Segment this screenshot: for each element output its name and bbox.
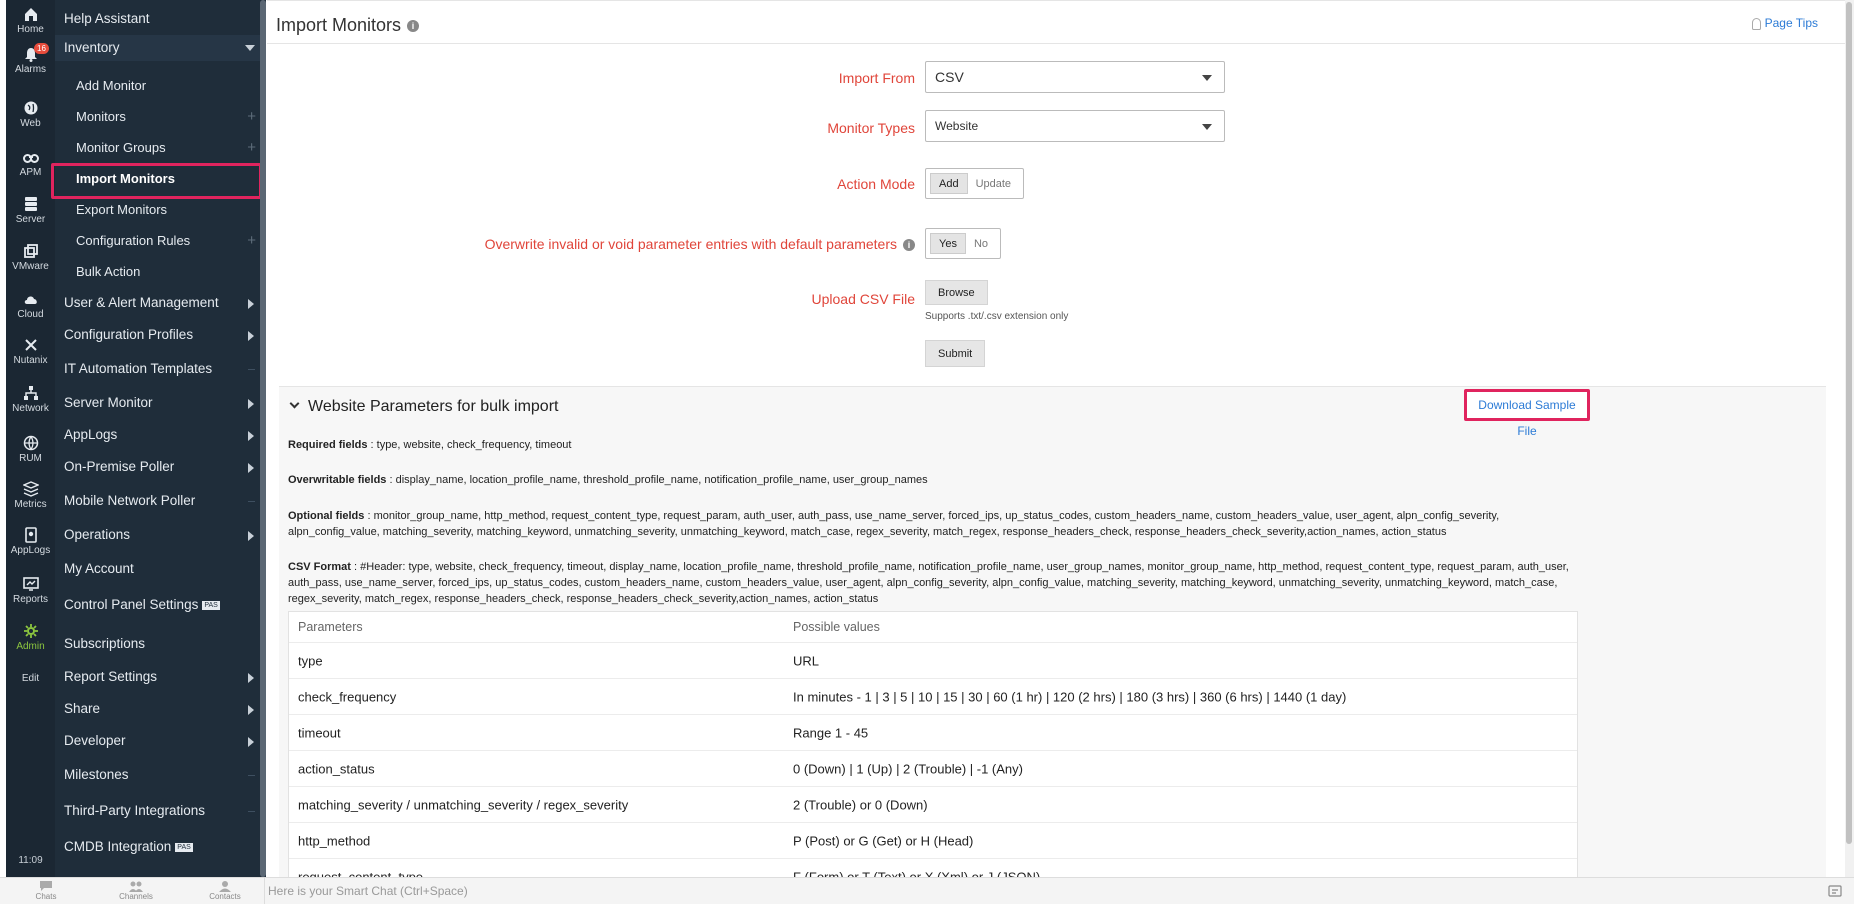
contact-icon [218,880,232,892]
menu-export-monitors[interactable]: Export Monitors [76,202,168,217]
cloud-icon [23,291,39,307]
table-row [289,787,1577,823]
page-title [276,15,419,36]
required-fields [288,437,1584,453]
rail-label-cloud: Cloud [17,309,44,320]
vmware-icon [23,243,39,259]
plus-icon[interactable]: + [247,231,256,249]
overwrite-yes[interactable]: Yes [930,233,966,254]
parameters-table [288,611,1578,896]
globe-icon [23,100,39,116]
rail-rum[interactable] [6,435,55,464]
menu-configuration-rules[interactable]: Configuration Rules + [76,231,256,249]
table-header [289,612,1577,643]
pas-tag: PAS [204,601,218,609]
page-scroll-thumb[interactable] [1846,2,1852,844]
action-mode-update[interactable]: Update [975,178,1012,190]
menu-it-automation-templates[interactable]: IT Automation Templates [55,361,265,379]
csv-format-value: : #Header: type, website, check_frequency, timeout, display_name, location_profile_name, threshold_profile_name, notification_profile_name, user_group_names, monitor_group_name, http_method, request_content_type, request_param, auth_user, auth_pass, use_name_server, forced_ips, up_status_codes, custom_headers_name, custom_headers_value, user_agent, alpn_config_severity, alpn_config_value, matching_severity, matching_keyword, unmatching_severity, unmatching_keyword, match_case, regex_severity, match_regex, response_headers_check, response_headers_check_severity,action_names, action_status [288,561,1569,605]
required-fields-key: Required fields [288,439,368,451]
menu-share[interactable]: Share [55,701,265,719]
monitor-types-select[interactable] [925,110,1225,142]
icon-rail [6,0,55,877]
chat-settings-icon[interactable] [1828,884,1842,898]
page-tips-label: Page Tips [1764,16,1818,30]
panel-title[interactable] [291,398,558,416]
chats-button[interactable] [16,880,76,901]
collapsed-marker [248,369,255,370]
info-icon[interactable]: i [903,239,915,251]
overwritable-fields [288,472,1584,488]
channels-label: Channels [119,892,153,901]
applogs-icon [23,527,39,543]
submit-button[interactable]: Submit [925,340,985,367]
rail-metrics[interactable] [6,481,55,510]
import-from-label: Import From [838,70,915,86]
rail-label-web: Web [20,118,41,129]
menu-monitor-groups[interactable]: Monitor Groups + [76,138,256,156]
param-values: In minutes - 1 | 3 | 5 | 10 | 15 | 30 | 60 (1 hr) | 120 (2 hrs) | 180 (3 hrs) | 360 (6 hrs) | 1440 (1 day) [793,689,1347,704]
overwrite-label [485,236,915,252]
menu-monitors[interactable]: Monitors + [76,107,256,125]
menu-import-monitors[interactable]: Import Monitors [76,171,175,186]
menu-help-assistant[interactable]: Help Assistant [64,11,150,26]
action-mode-toggle [925,168,1024,199]
bottom-separator [264,878,265,904]
binoculars-icon [23,149,39,165]
chevron-right-icon [248,463,254,473]
menu-subscriptions[interactable]: Subscriptions [64,636,146,651]
rail-label-alarms: Alarms [14,64,47,75]
monitor-types-label: Monitor Types [827,120,915,136]
plus-icon[interactable]: + [247,107,256,125]
rum-globe-icon [23,435,39,451]
info-icon[interactable]: i [407,20,419,32]
chevron-right-icon [248,673,254,683]
rail-network[interactable] [6,385,55,414]
menu-configuration-profiles[interactable]: Configuration Profiles [55,327,265,345]
chevron-right-icon [248,299,254,309]
side-menu [55,0,265,877]
optional-fields-key: Optional fields [288,510,365,522]
menu-scroll-thumb[interactable] [260,0,266,877]
rail-label-vmware: VMware [12,261,49,272]
menu-bulk-action[interactable]: Bulk Action [76,264,141,279]
rail-label-nutanix: Nutanix [13,355,48,366]
page-header [267,0,1845,44]
rail-applogs[interactable] [6,527,55,556]
import-from-select[interactable] [925,61,1225,93]
header-parameters: Parameters [298,620,363,634]
rail-web[interactable] [6,100,55,129]
smart-chat-input[interactable]: Here is your Smart Chat (Ctrl+Space) [268,884,468,898]
clock-time: 11:09 [18,855,43,866]
monitor-types-value: Website [935,119,979,133]
chats-label: Chats [35,892,57,901]
action-mode-label: Action Mode [837,176,915,192]
table-row [289,679,1577,715]
param-values: Range 1 - 45 [793,725,869,740]
menu-milestones[interactable]: Milestones [55,767,265,785]
page-title-text: Import Monitors [276,15,402,35]
gear-icon [23,623,39,639]
server-icon [23,196,39,212]
optional-fields [288,508,1584,540]
param-name: type [298,653,323,668]
menu-cmdb-integration[interactable]: CMDB Integration PAS [64,839,191,854]
lightbulb-icon [1752,18,1761,30]
menu-applogs[interactable]: AppLogs [55,427,265,445]
import-monitors-highlight [51,163,262,199]
rail-label-admin: Admin [16,641,45,652]
menu-inventory[interactable]: Inventory [55,35,265,61]
rail-vmware[interactable] [6,243,55,272]
menu-report-settings[interactable]: Report Settings [55,669,265,687]
contacts-button[interactable] [195,880,255,901]
menu-third-party-integrations[interactable]: Third-Party Integrations [55,803,265,821]
chevron-right-icon [248,331,254,341]
rail-label-server: Server [15,214,46,225]
parameters-panel [279,386,1826,877]
param-values: URL [793,653,820,668]
rail-label-apm: APM [19,167,42,178]
rail-label-metrics: Metrics [14,499,47,510]
main-content [267,0,1845,877]
channels-icon [129,880,143,892]
param-name: matching_severity / unmatching_severity / regex_severity [298,797,629,812]
caret-down-icon [1202,124,1212,130]
chevron-right-icon [248,531,254,541]
chevron-down-icon [290,399,300,409]
optional-fields-value: : monitor_group_name, http_method, request_content_type, request_param, auth_user, auth_pass, use_name_server, forced_ips, up_status_codes, custom_headers_name, custom_headers_value, user_agent, alpn_config_severity, alpn_config_value, matching_severity, matching_keyword, unmatching_severity, unmatching_keyword, match_case, regex_severity, match_regex, response_headers_check, response_headers_check_severity,action_names, action_status [288,510,1500,538]
nutanix-icon [23,337,39,353]
param-name: check_frequency [298,689,397,704]
param-name: action_status [298,761,375,776]
rail-nutanix[interactable] [6,337,55,366]
table-row [289,751,1577,787]
menu-my-account[interactable]: My Account [64,561,134,576]
table-row [289,715,1577,751]
rail-cloud[interactable] [6,291,55,320]
required-fields-value: : type, website, check_frequency, timeout [367,439,572,451]
rail-label-reports: Reports [12,594,48,605]
csv-format-key: CSV Format [288,561,351,573]
overwrite-label-text: Overwrite invalid or void parameter entries with default parameters [484,236,897,252]
contacts-label: Contacts [209,892,241,901]
page-tips-link[interactable] [1752,16,1818,30]
network-icon [23,385,39,401]
rail-label-network: Network [12,403,49,414]
upload-csv-label: Upload CSV File [811,291,915,307]
overwrite-no[interactable]: No [973,238,989,250]
param-values: P (Post) or G (Get) or H (Head) [793,833,974,848]
collapsed-marker [248,811,255,812]
chevron-right-icon [248,399,254,409]
header-possible-values: Possible values [793,620,880,634]
param-name: http_method [298,833,371,848]
action-mode-add[interactable]: Add [930,173,968,194]
panel-title-text: Website Parameters for bulk import [308,398,559,415]
menu-developer[interactable]: Developer [55,733,265,751]
rail-admin[interactable] [6,623,55,652]
menu-mobile-network-poller[interactable]: Mobile Network Poller [55,493,265,511]
menu-control-panel-settings[interactable]: Control Panel Settings PAS [64,597,218,612]
download-sample-file-link[interactable]: Download Sample File [1464,389,1590,421]
param-values: 0 (Down) | 1 (Up) | 2 (Trouble) | -1 (Any) [793,761,1023,776]
page-scrollbar[interactable] [1845,0,1854,877]
rail-label-edit: Edit [21,673,40,684]
csv-format [288,559,1584,607]
rail-alarms[interactable] [6,46,55,75]
rail-server[interactable] [6,196,55,225]
menu-user-alert-management[interactable]: User & Alert Management [55,295,265,313]
menu-server-monitor[interactable]: Server Monitor [55,395,265,413]
browse-button[interactable]: Browse [925,280,988,305]
rail-label-applogs: AppLogs [10,545,51,556]
overwritable-fields-key: Overwritable fields [288,474,387,486]
param-name: timeout [298,725,341,740]
bottom-chat-bar [0,877,1854,904]
pas-tag: PAS [177,843,191,851]
alarms-badge: 16 [34,43,49,54]
rail-edit[interactable] [6,673,55,684]
home-icon [23,6,39,22]
chevron-right-icon [248,431,254,441]
overwrite-toggle [925,228,1001,259]
table-row [289,643,1577,679]
overwritable-fields-value: : display_name, location_profile_name, threshold_profile_name, notification_profile_name, user_group_names [386,474,928,486]
rail-label-home: Home [17,24,44,35]
collapsed-marker [248,775,255,776]
rail-apm[interactable] [6,149,55,178]
menu-scrollbar[interactable] [260,0,266,877]
param-values: 2 (Trouble) or 0 (Down) [793,797,928,812]
caret-down-icon [1202,75,1212,81]
file-extension-hint: Supports .txt/.csv extension only [925,311,1069,322]
reports-icon [23,576,39,592]
metrics-icon [23,481,39,497]
rail-reports[interactable] [6,576,55,605]
channels-button[interactable] [106,880,166,901]
menu-operations[interactable]: Operations [55,527,265,545]
menu-on-premise-poller[interactable]: On-Premise Poller [55,459,265,477]
chat-bubble-icon [39,880,53,892]
plus-icon[interactable]: + [247,138,256,156]
chevron-right-icon [248,737,254,747]
table-row [289,823,1577,859]
collapsed-marker [248,501,255,502]
menu-add-monitor[interactable]: Add Monitor [76,78,147,93]
chevron-right-icon [248,705,254,715]
rail-label-rum: RUM [19,453,42,464]
rail-home[interactable] [6,6,55,35]
chevron-down-icon [245,45,255,51]
import-from-value: CSV [935,69,964,85]
